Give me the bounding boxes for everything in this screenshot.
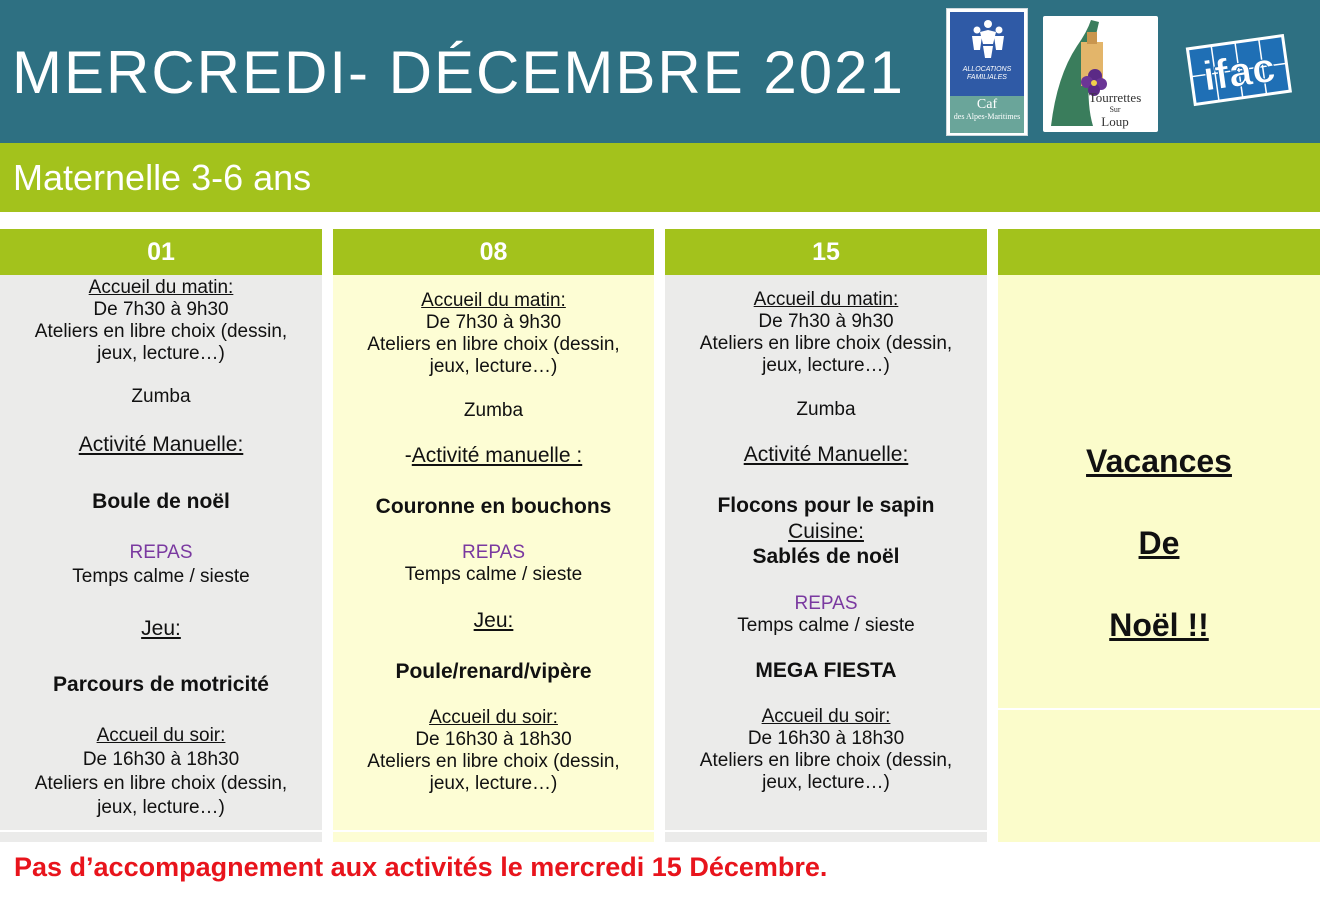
game-label: Jeu: bbox=[473, 609, 514, 632]
ateliers-line-1: Ateliers en libre choix (dessin, bbox=[699, 333, 953, 354]
evening-label: Accueil du soir: bbox=[429, 707, 558, 728]
evening-label: Accueil du soir: bbox=[761, 706, 891, 727]
activity-label: Activité Manuelle: bbox=[78, 433, 244, 456]
day-header: 15 bbox=[665, 229, 987, 275]
event-name: MEGA FIESTA bbox=[755, 659, 897, 682]
morning-hours: De 7h30 à 9h30 bbox=[425, 312, 562, 333]
ifac-logo-text: ifac bbox=[1199, 43, 1279, 100]
meal-label: REPAS bbox=[461, 542, 525, 563]
cooking-label: Cuisine: bbox=[788, 520, 864, 543]
day-header: 08 bbox=[333, 229, 654, 275]
day-column-01 bbox=[0, 229, 322, 842]
evening-hours: De 16h30 à 18h30 bbox=[415, 729, 572, 750]
holiday-line-1: Vacances bbox=[1086, 443, 1232, 479]
game-name: Parcours de motricité bbox=[53, 673, 269, 696]
rest-label: Temps calme / sieste bbox=[72, 566, 250, 587]
activity-name: Boule de noël bbox=[92, 490, 230, 513]
ateliers-line-3: Ateliers en libre choix (dessin, bbox=[367, 751, 620, 772]
morning-label: Accueil du matin: bbox=[421, 290, 566, 311]
ateliers-line-1: Ateliers en libre choix (dessin, bbox=[367, 334, 620, 355]
day-header bbox=[998, 229, 1320, 275]
evening-hours: De 16h30 à 18h30 bbox=[82, 749, 240, 770]
game-label: Jeu: bbox=[141, 617, 181, 640]
ateliers-line-4: jeux, lecture…) bbox=[429, 773, 558, 794]
activity-label-line bbox=[333, 445, 654, 467]
family-icon bbox=[966, 18, 1010, 62]
activity-label: Activité manuelle : bbox=[411, 444, 583, 467]
tourrettes-line1: Tourrettes bbox=[1088, 90, 1142, 105]
column-footer bbox=[665, 830, 987, 842]
day-column-15 bbox=[665, 229, 987, 842]
tourrettes-logo-text bbox=[1073, 92, 1157, 128]
day-column-08 bbox=[333, 229, 654, 842]
morning-label: Accueil du matin: bbox=[88, 277, 234, 298]
ateliers-line-3: Ateliers en libre choix (dessin, bbox=[699, 750, 953, 771]
ateliers-line-4: jeux, lecture…) bbox=[762, 772, 890, 793]
column-footer bbox=[333, 830, 654, 842]
tourrettes-line2: Loup bbox=[1101, 114, 1129, 129]
ateliers-line-1: Ateliers en libre choix (dessin, bbox=[34, 321, 288, 342]
column-divider bbox=[998, 708, 1320, 710]
holiday-column bbox=[998, 229, 1320, 842]
sport-activity: Zumba bbox=[796, 399, 856, 420]
meal-label: REPAS bbox=[794, 593, 858, 614]
activity-name: Couronne en bouchons bbox=[375, 495, 612, 518]
age-group-title: Maternelle 3-6 ans bbox=[13, 157, 312, 198]
evening-label: Accueil du soir: bbox=[96, 725, 226, 746]
activity-name: Flocons pour le sapin bbox=[717, 494, 935, 517]
caf-logo bbox=[946, 8, 1028, 136]
tourrettes-sur: Sur bbox=[1109, 105, 1121, 114]
game-name: Poule/renard/vipère bbox=[395, 660, 592, 683]
ateliers-line-2: jeux, lecture…) bbox=[429, 356, 558, 377]
activity-label: Activité Manuelle: bbox=[743, 443, 909, 466]
tourrettes-logo bbox=[1043, 16, 1158, 132]
sport-activity: Zumba bbox=[131, 386, 191, 407]
rest-label: Temps calme / sieste bbox=[404, 564, 583, 585]
meal-label: REPAS bbox=[129, 542, 193, 563]
caf-logo-top bbox=[950, 12, 1024, 96]
sport-activity: Zumba bbox=[463, 400, 524, 421]
ateliers-line-3: Ateliers en libre choix (dessin, bbox=[34, 773, 288, 794]
caf-region: des Alpes-Maritimes bbox=[953, 112, 1021, 121]
ateliers-line-2: jeux, lecture…) bbox=[97, 343, 225, 364]
header-banner bbox=[0, 0, 1320, 143]
caf-allocations-text: ALLOCATIONS FAMILIALES bbox=[962, 66, 1012, 81]
holiday-line-2: De bbox=[1138, 525, 1180, 561]
caf-logo-bottom bbox=[950, 96, 1024, 133]
morning-hours: De 7h30 à 9h30 bbox=[93, 299, 229, 320]
ateliers-line-2: jeux, lecture…) bbox=[762, 355, 890, 376]
age-group-bar bbox=[0, 143, 1320, 214]
page-title: MERCREDI- DÉCEMBRE 2021 bbox=[12, 39, 905, 106]
ifac-logo bbox=[1185, 34, 1293, 108]
rest-label: Temps calme / sieste bbox=[737, 615, 915, 636]
activity-label-prefix: - bbox=[404, 444, 412, 467]
column-footer bbox=[0, 830, 322, 842]
caf-name: Caf bbox=[976, 97, 998, 112]
morning-hours: De 7h30 à 9h30 bbox=[758, 311, 894, 332]
evening-hours: De 16h30 à 18h30 bbox=[747, 728, 905, 749]
cooking-name: Sablés de noël bbox=[752, 545, 900, 568]
day-header: 01 bbox=[0, 229, 322, 275]
holiday-line-3: Noël !! bbox=[1109, 607, 1209, 643]
ateliers-line-4: jeux, lecture…) bbox=[97, 797, 225, 818]
notice-text: Pas d’accompagnement aux activités le mercredi 15 Décembre. bbox=[14, 852, 828, 882]
morning-label: Accueil du matin: bbox=[753, 289, 899, 310]
